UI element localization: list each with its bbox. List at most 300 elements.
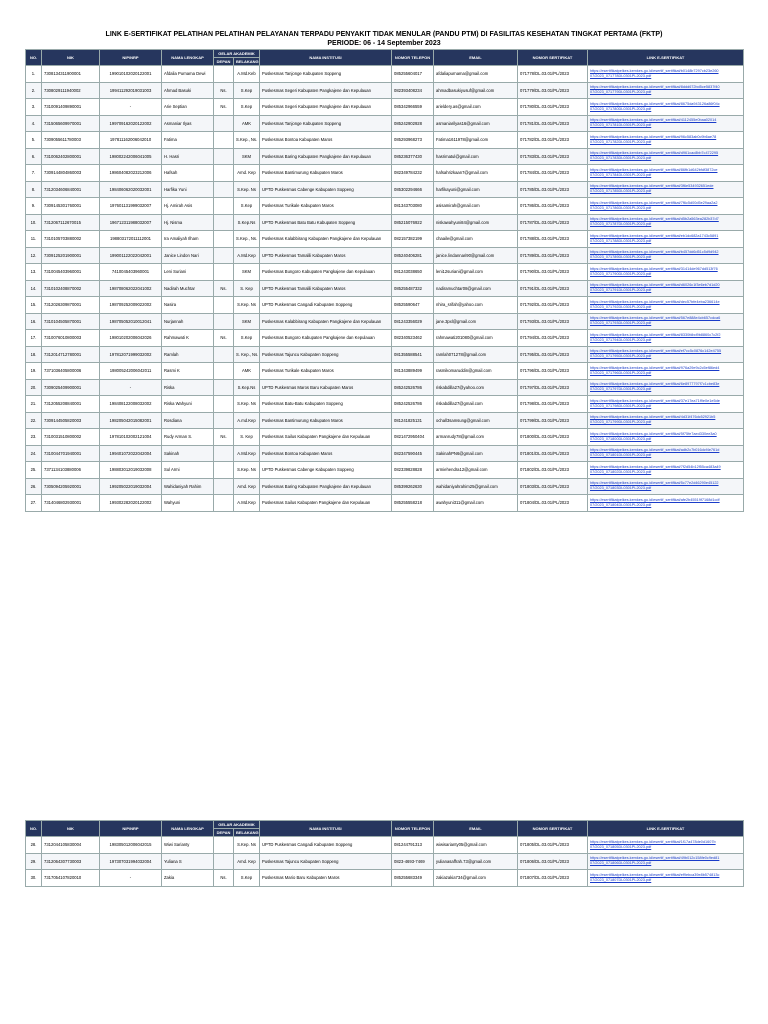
nip-cell: 198705052010012041 [100,313,162,330]
institution-cell: Puskesmas Kalabbirang Kabupaten Pangkajene dan Kepulauan [260,313,392,330]
name-cell: Riska [162,379,214,396]
degree-back-cell: A.Md.Kep [234,445,260,462]
phone-cell: 085215076922 [392,214,434,231]
row-number: 25. [26,462,42,479]
certificate-link[interactable]: https://esertifikatpelkes.kemkes.go.id/esertif_sertifikat/dec57bfe4eba236614e 07/2023_071792DL0301PL2023.pdf [588,297,744,314]
certificate-number-cell: 071792/DL.03.01/PL/2023 [518,297,588,314]
institution-cell: Puskesmas Sailus Kabupaten Pangkajene dan Kepulauan [260,495,392,512]
degree-back-cell: S.Kep.Ns [234,379,260,396]
degree-front-cell [214,165,234,182]
certificate-number-cell: 071798/DL.03.01/PL/2023 [518,396,588,413]
row-number: 2. [26,82,42,99]
row-number: 14. [26,280,42,297]
institution-cell: Puskesmas Bontoa Kabupaten Maros [260,132,392,149]
phone-cell: 081243356029 [392,313,434,330]
nip-cell: - [100,99,162,116]
certificate-link[interactable]: https://esertifikatpelkes.kemkes.go.id/esertif_sertifikat/7f6c5d00d5e29aa2a2 07/2023_071786DL0301PL2023.pdf [588,198,744,215]
table-row [26,181,744,198]
institution-cell: UPTD Puskesmas Maros Baru Kabupaten Maros [260,379,392,396]
nik-cell: 7315065609970001 [42,115,100,132]
degree-front-cell: Ns. [214,99,234,116]
nip-cell: - [100,379,162,396]
nik-cell: 7308134311900001 [42,66,100,83]
name-cell: Riska Wahyuni [162,396,214,413]
degree-back-cell: S.Kep [234,198,260,215]
nik-cell: 7312067112670015 [42,214,100,231]
phone-cell: 082157382199 [392,231,434,248]
nik-cell: 7312014712780001 [42,346,100,363]
certificate-number-cell: 071787/DL.03.01/PL/2023 [518,214,588,231]
name-cell: Ahmad Basuki [162,82,214,99]
degree-front-cell [214,198,234,215]
nik-cell: 7312055208840001 [42,396,100,413]
nip-cell: 198010202006042026 [100,330,162,347]
nik-cell: 7312044105830004 [42,837,100,854]
nip-cell: - [100,870,162,887]
header-telepon: NOMOR TELEPON [392,50,434,66]
institution-cell: UPTD Puskesmas Cangadi Kabupaten Soppeng [260,297,392,314]
institution-cell: Puskesmas Baring Kabupaten Pangkajene dan Kepulauan [260,148,392,165]
certificate-number-cell: 071799/DL.03.01/PL/2023 [518,412,588,429]
certificate-number-cell: 071803/DL.03.01/PL/2023 [518,478,588,495]
nip-cell: 198002242006041005 [100,148,162,165]
certificate-link[interactable]: https://esertifikatpelkes.kemkes.go.id/esertif_sertifikat/567e888e4cb657cdca6 07/2023_071793DL0301PL2023.pdf [588,313,744,330]
institution-cell: Puskesmas Bungoro Kabupaten Pangkajene dan Kepulauan [260,330,392,347]
certificate-link[interactable]: https://esertifikatpelkes.kemkes.go.id/esertif_sertifikat/b457dd6d51c5d9d942 07/2023_071789DL0301PL2023.pdf [588,247,744,264]
header-nomor-sertifikat: NOMOR SERTIFIKAT [518,821,588,837]
table-row [26,198,744,215]
table-1-body [26,66,744,512]
institution-cell: Puskesmas Mario Baru Kabupaten Maros [260,870,392,887]
table-row [26,363,744,380]
certificate-link[interactable]: https://esertifikatpelkes.kemkes.go.id/esertif_sertifikat/4d31f476dc52921b5 07/2023_071799DL0301PL2023.pdf [588,412,744,429]
degree-back-cell: Amd. Kep [234,478,260,495]
email-cell[interactable]: janice.lindannari90@gmail.com [434,247,518,264]
degree-front-cell [214,115,234,132]
phone-cell: 081355588541 [392,346,434,363]
table-row [26,148,744,165]
name-cell: Yuliana S [162,853,214,870]
degree-front-cell [214,297,234,314]
degree-back-cell: S.Kep [234,330,260,347]
phone-cell: 085342966559 [392,99,434,116]
email-cell[interactable]: leni12suriani@gmail.com [434,264,518,281]
certificate-number-cell: 071789/DL.03.01/PL/2023 [518,247,588,264]
email-cell[interactable]: rasmikomaruddin@gmail.com [434,363,518,380]
certificate-number-cell: 071778/DL.03.01/PL/2023 [518,66,588,83]
certificate-link[interactable]: https://esertifikatpelkes.kemkes.go.id/esertif_sertifikat/1f17a478de0d1607b 07/2023_071805DL0301PL2023.pdf [588,837,744,854]
certificate-number-cell: 071800/DL.03.01/PL/2023 [518,429,588,446]
nip-cell: 198205042015082001 [100,412,162,429]
email-cell[interactable]: afdaliapurnama@gmail.com [434,66,518,83]
nik-cell: 7310102408870002 [42,280,100,297]
degree-back-cell: S.Kep. Ns [234,181,260,198]
degree-front-cell [214,853,234,870]
certificate-number-cell: 071786/DL.03.01/PL/2023 [518,198,588,215]
nip-cell: 197812071999032002 [100,346,162,363]
row-number: 15. [26,297,42,314]
title-line-1: LINK E-SERTIFIKAT PELATIHAN PELATIHAN PELAYANAN TERPADU PENYAKIT TIDAK MENULAR (PANDU PTM) DI FASILITAS KESEHATAN TINGKAT PERTAMA (FKTP) [105,31,663,38]
header-link: LINK E-SERTIFIKAT [588,821,744,837]
degree-back-cell: A.Md.Kep [234,495,260,512]
header-nip: NIP/NRP [100,50,162,66]
degree-front-cell [214,462,234,479]
name-cell: Rosdiana [162,412,214,429]
table-row [26,82,744,99]
email-cell[interactable]: armiehendra12@gmail.com [434,462,518,479]
degree-back-cell: S.Kep. Ns [234,837,260,854]
header-gelar: GELAR AKADEMIK [214,821,260,829]
degree-front-cell [214,214,234,231]
nik-cell: 7310105703880002 [42,231,100,248]
phone-cell: 082347590445 [392,445,434,462]
name-cell: Leni Suriani [162,264,214,281]
name-cell: Asmaniar Ilyas [162,115,214,132]
nik-cell: 7310104505870001 [42,313,100,330]
name-cell: Rasmi K [162,363,214,380]
institution-cell: Puskesmas Bungoro Kabupaten Pangkajene dan Kepulauan [260,264,392,281]
row-number: 28. [26,837,42,854]
phone-cell: 085255487332 [392,280,434,297]
degree-back-cell: S.Kep.Ns [234,214,260,231]
degree-back-cell: SKM [234,264,260,281]
phone-cell: 085255683349 [392,870,434,887]
table-row [26,429,744,446]
header-telepon: NOMOR TELEPON [392,821,434,837]
title-line-2: PERIODE: 06 - 14 September 2023 [327,40,441,47]
email-cell[interactable]: wiwisarianty05@gmail.com [434,837,518,854]
phone-cell: 085236377430 [392,148,434,165]
table-row [26,870,744,887]
name-cell: Wahyuni [162,495,214,512]
email-cell[interactable]: wahidaniyahrahim25@gmail.com [434,478,518,495]
table-row [26,478,744,495]
certificate-number-cell: 071801/DL.03.01/PL/2023 [518,445,588,462]
institution-cell: Puskesmas Tanjonge Kabupaten Soppeng [260,115,392,132]
institution-cell: UPTD Puskesmas Cabenge Kabupaten Soppeng [260,462,392,479]
nik-cell: 7309144505820003 [42,412,100,429]
name-cell: H. Hasri [162,148,214,165]
email-cell[interactable]: arieldery.as@gmail.com [434,99,518,116]
name-cell: Afdalia Purnama Dewi [162,66,214,83]
certificate-number-cell: 071784/DL.03.01/PL/2023 [518,165,588,182]
institution-cell: Puskesmas Segeri Kabupaten Pangkajene dan Kepulauan [260,82,392,99]
degree-back-cell: SKM [234,313,260,330]
table-row [26,313,744,330]
name-cell: Arie Septian [162,99,214,116]
header-email: EMAIL [434,821,518,837]
email-cell[interactable]: hafsahrizkaan7@gmail.com [434,165,518,182]
certificate-number-cell: 071790/DL.03.01/PL/2023 [518,264,588,281]
nip-cell: 199205022019032004 [100,478,162,495]
certificate-link[interactable]: https://esertifikatpelkes.kemkes.go.id/esertif_sertifikat/ef9ebca39e8b574813c 07/2023_071807DL0301PL2023.pdf [588,870,744,887]
nik-cell: 7317054107820010 [42,870,100,887]
certificate-table-2 [25,820,744,887]
certificate-link[interactable]: https://esertifikatpelkes.kemkes.go.id/esertif_sertifikat/96c583ab0c9b6ae78 07/2023_071782DL0301PL2023.pdf [588,132,744,149]
certificate-number-cell: 071788/DL.03.01/PL/2023 [518,231,588,248]
header-nip: NIP/NRP [100,821,162,837]
phone-cell: 085399262630 [392,478,434,495]
certificate-link[interactable]: https://esertifikatpelkes.kemkes.go.id/esertif_sertifikat/6e8977797f7c1cbe83e 07/2023_071797DL0301PL2023.pdf [588,379,744,396]
email-cell[interactable]: riskabdilla27@gmail.com [434,396,518,413]
email-cell[interactable]: SakinahPN6@gmail.com [434,445,518,462]
certificate-link[interactable]: https://esertifikatpelkes.kemkes.go.id/esertif_sertifikat/adb2c7b016dcf4e761d 07/2023_071801DL0301PL2023.pdf [588,445,744,462]
certificate-link[interactable]: https://esertifikatpelkes.kemkes.go.id/esertif_sertifikat/8ddd672bd5ce5837f40 07/2023_071779DL0301PL2023.pdf [588,82,744,99]
phone-cell: 085242902928 [392,115,434,132]
nip-cell: 199010102020122001 [100,66,162,83]
email-cell[interactable]: chaaile@gmail.com [434,231,518,248]
degree-front-cell [214,837,234,854]
email-cell[interactable]: nhira_srifah@yahoo.com [434,297,518,314]
certificate-link[interactable]: https://esertifikatpelkes.kemkes.go.id/esertif_sertifikat/ef7cc5c0876c142e4755 07/2023_071795DL0301PL2023.pdf [588,346,744,363]
nip-cell: 198305012006042015 [100,837,162,854]
certificate-link[interactable]: https://esertifikatpelkes.kemkes.go.id/esertif_sertifikat/5c77e2d46290e45122 07/2023_071803DL0301PL2023.pdf [588,478,744,495]
degree-front-cell [214,346,234,363]
header-belakang: BELAKANG [234,829,260,837]
email-cell[interactable]: zakiazakia734@gmail.com [434,870,518,887]
degree-front-cell [214,148,234,165]
degree-front-cell [214,231,234,248]
row-number: 30. [26,870,42,887]
row-number: 19. [26,363,42,380]
row-number: 7. [26,165,42,182]
email-cell[interactable]: ramlah071278@gmail.com [434,346,518,363]
nip-cell: 197810102002121004 [100,429,162,446]
nik-cell: 7310076010800003 [42,330,100,347]
email-cell[interactable]: ochall3samsung@gmail.com [434,412,518,429]
nip-cell: 199709162020122002 [100,115,162,132]
certificate-number-cell: 071805/DL.03.01/PL/2023 [518,837,588,854]
nip-cell: 198604082023212006 [100,165,162,182]
table-row [26,214,744,231]
email-cell[interactable]: harfikayuni@gmail.com [434,181,518,198]
degree-back-cell: Amd. Kep [234,165,260,182]
name-cell: Rahmawati K [162,330,214,347]
nip-cell: 197307031994032004 [100,853,162,870]
nik-cell: 7312064307730003 [42,853,100,870]
certificate-link[interactable]: https://esertifikatpelkes.kemkes.go.id/esertif_sertifikat/49b012c158fe0c9ed81 07/2023_071806DL0301PL2023.pdf [588,853,744,870]
row-number: 12. [26,247,42,264]
header-nomor-sertifikat: NOMOR SERTIFIKAT [518,50,588,66]
nik-cell: 7309145301760001 [42,198,100,215]
degree-front-cell [214,445,234,462]
certificate-link[interactable]: https://esertifikatpelkes.kemkes.go.id/esertif_sertifikat/b0148b7297cb23e260 07/2023_071778DL0301PL2023.pdf [588,66,744,83]
degree-back-cell: S. Kep [234,280,260,297]
degree-front-cell: Ns. [214,82,234,99]
institution-cell: Puskesmas Sailus Kabupaten Pangkajene dan Kepulauan [260,429,392,446]
certificate-number-cell: 071779/DL.03.01/PL/2023 [518,82,588,99]
phone-cell: 081243038650 [392,264,434,281]
nip-cell: 198408122008032002 [100,396,162,413]
email-cell[interactable]: hasrimatul@gmail.com [434,148,518,165]
institution-cell: Puskesmas Bantimurung Kabupaten Maros [260,412,392,429]
certificate-link[interactable]: https://esertifikatpelkes.kemkes.go.id/esertif_sertifikat/7f2d54b12f55ca483a49 07/2023_071802DL0301PL2023.pdf [588,462,744,479]
email-cell[interactable]: Fatima1611978@gmail.com [434,132,518,149]
nip-cell: 198709252009022002 [100,297,162,314]
name-cell: Sul Armi [162,462,214,479]
phone-cell: 0823-4693-7469 [392,853,434,870]
row-number: 24. [26,445,42,462]
table-row [26,330,744,347]
name-cell: Wiwi Sarianty [162,837,214,854]
name-cell: Hafsah [162,165,214,182]
phone-cell: 081343703080 [392,198,434,215]
certificate-link[interactable]: https://esertifikatpelkes.kemkes.go.id/esertif_sertifikat/976a29e9c2c5ef86ed4 07/2023_071796DL0301PL2023.pdf [588,363,744,380]
degree-back-cell: S.Kep. Ns [234,297,260,314]
nip-cell: 197601131999032007 [100,198,162,215]
nik-cell: 7305094205920001 [42,478,100,495]
degree-front-cell [214,132,234,149]
email-cell[interactable]: asisamirah@gmail.com [434,198,518,215]
certificate-link[interactable]: https://esertifikatpelkes.kemkes.go.id/esertif_sertifikat/4112455e0baa02014 07/2023_071781DL0301PL2023.pdf [588,115,744,132]
table-row [26,445,744,462]
phone-cell: 082340523462 [392,330,434,347]
nik-cell: 7310031510800002 [42,429,100,446]
degree-front-cell [214,379,234,396]
header-email: EMAIL [434,50,518,66]
degree-back-cell: A.Md.Keb [234,66,260,83]
nip-cell: 199411292019031003 [100,82,162,99]
certificate-link[interactable]: https://esertifikatpelkes.kemkes.go.id/esertif_sertifikat/afe2b45519f7168d1cdf 07/2023_071804DL0301PL2023.pdf [588,495,744,512]
nip-cell: 199302282020122002 [100,495,162,512]
row-number: 20. [26,379,42,396]
institution-cell: Puskesmas Baring Kabupaten Pangkajene dan Kepulauan [260,478,392,495]
row-number: 17. [26,330,42,347]
degree-front-cell [214,247,234,264]
degree-front-cell: Ns. [214,870,234,887]
institution-cell: Puskesmas Tajuncu Kabupaten Soppeng [260,853,392,870]
institution-cell: Puskesmas Turikale Kabupaten Maros [260,198,392,215]
institution-cell: Puskesmas Batu-Batu Kabupaten Soppeng [260,396,392,413]
header-nama: NAMA LENGKAP [162,821,214,837]
row-number: 10. [26,214,42,231]
row-number: 5. [26,132,42,149]
institution-cell: UPTD Puskesmas Tamalili Kabupaten Maros [260,280,392,297]
row-number: 13. [26,264,42,281]
certificate-link[interactable]: https://esertifikatpelkes.kemkes.go.id/esertif_sertifikat/3f6e534932651ede 07/2023_071785DL0301PL2023.pdf [588,181,744,198]
nip-cell: 199401072022042004 [100,445,162,462]
degree-front-cell [214,363,234,380]
email-cell[interactable]: awahyuni311@gmail.com [434,495,518,512]
table-row [26,99,744,116]
degree-back-cell: Amd. Kep [234,853,260,870]
nik-cell: 7371134103880006 [42,462,100,479]
email-cell[interactable]: nadiramuchtar08@gmail.com [434,280,518,297]
row-number: 1. [26,66,42,83]
phone-cell: 085242526786 [392,379,434,396]
header-no: NO. [26,821,42,837]
certificate-number-cell: 071804/DL.03.01/PL/2023 [518,495,588,512]
degree-back-cell: S.Kep [234,82,260,99]
email-cell[interactable]: armanrudy78@gmail.com [434,429,518,446]
certificate-link[interactable]: https://esertifikatpelkes.kemkes.go.id/esertif_sertifikat/8330fdbd9b8860c7c2f2 07/2023_071794DL0301PL2023.pdf [588,330,744,347]
certificate-link[interactable]: https://esertifikatpelkes.kemkes.go.id/esertif_sertifikat/eb1dc682a1743c5891 07/2023_071788DL0301PL2023.pdf [588,231,744,248]
degree-front-cell [214,313,234,330]
phone-cell: 082349784232 [392,165,434,182]
table-row [26,115,744,132]
degree-front-cell [214,495,234,512]
table-row [26,837,744,854]
table-row [26,853,744,870]
nik-cell: 7312026309870001 [42,297,100,314]
degree-back-cell: S.Kep [234,99,260,116]
nik-cell: 7310062402800001 [42,148,100,165]
degree-back-cell: AMK [234,115,260,132]
name-cell: Harfika Yuni [162,181,214,198]
email-cell[interactable]: yulianasaffrah.73@gmail.com [434,853,518,870]
institution-cell: UPTD Puskesmas Batu Batu Kabupaten Soppeng [260,214,392,231]
nip-cell: 198803172011112001 [100,231,162,248]
degree-front-cell [214,478,234,495]
row-number: 8. [26,181,42,198]
certificate-link[interactable]: https://esertifikatpelkes.kemkes.go.id/esertif_sertifikat/d961cac8bb7c472295 07/2023_071783DL0301PL2023.pdf [588,148,744,165]
certificate-link[interactable]: https://esertifikatpelkes.kemkes.go.id/esertif_sertifikat/86fb1d642bfdf3872ce 07/2023_071784DL0301PL2023.pdf [588,165,744,182]
table-row [26,264,744,281]
phone-cell: 08525590647 [392,297,434,314]
row-number: 3. [26,99,42,116]
certificate-number-cell: 071782/DL.03.01/PL/2023 [518,132,588,149]
nik-cell: 7314046802930001 [42,495,100,512]
header-institusi: NAMA INSTITUSI [260,821,392,837]
row-number: 9. [26,198,42,215]
email-cell[interactable]: asmaniarilyas16@gmail.com [434,115,518,132]
certificate-link[interactable]: https://esertifikatpelkes.kemkes.go.id/esertif_sertifikat/5f75fe7aed330ee3a0 07/2023_071800DL0301PL2023.pdf [588,429,744,446]
name-cell: Sakinah [162,445,214,462]
institution-cell: Puskesmas Tajuncu Kabupaten Soppeng [260,346,392,363]
nip-cell: 199001122022042001 [100,247,162,264]
nik-cell: 7310091409890001 [42,99,100,116]
certificate-link[interactable]: https://esertifikatpelkes.kemkes.go.id/esertif_sertifikat/31414de967dd513f76 07/2023_071790DL0301PL2023.pdf [588,264,744,281]
table-row [26,346,744,363]
email-cell[interactable]: riskabdilla27@yahoo.com [434,379,518,396]
email-cell[interactable]: niskawahyuni84@gmail.com [434,214,518,231]
institution-cell: Puskesmas Segeri Kabupaten Pangkajene dan Kepulauan [260,99,392,116]
nik-cell: 7309025409900001 [42,379,100,396]
certificate-link[interactable]: https://esertifikatpelkes.kemkes.go.id/esertif_sertifikat/d5b2a563ea282b37d7 07/2023_071787DL0301PL2023.pdf [588,214,744,231]
institution-cell: Puskesmas Bontoa Kabupaten Maros [260,445,392,462]
certificate-link[interactable]: https://esertifikatpelkes.kemkes.go.id/esertif_sertifikat/d6026c1f3e6eb7d1d20 07/2023_071791DL0301PL2023.pdf [588,280,744,297]
nip-cell: 198406062020032001 [100,181,162,198]
row-number: 23. [26,429,42,446]
email-cell[interactable]: rahmawati201080@gmail.com [434,330,518,347]
email-cell[interactable]: jane.3pxl@gmail.com [434,313,518,330]
certificate-number-cell: 071794/DL.03.01/PL/2023 [518,330,588,347]
name-cell: Nasira [162,297,214,314]
certificate-link[interactable]: https://esertifikatpelkes.kemkes.go.id/esertif_sertifikat/8675da943126a86f04c 07/2023_071780DL0301PL2023.pdf [588,99,744,116]
degree-front-cell: Ns. [214,330,234,347]
row-number: 21. [26,396,42,413]
degree-back-cell: S. Kep., Ns. [234,346,260,363]
nik-cell: 7371036405800006 [42,363,100,380]
header-link: LINK E-SERTIFIKAT [588,50,744,66]
nip-cell: 7410045403960001 [100,264,162,281]
certificate-number-cell: 071797/DL.03.01/PL/2023 [518,379,588,396]
name-cell: Fatima [162,132,214,149]
email-cell[interactable]: ahmadbasukiyusuf@gmail.com [434,82,518,99]
degree-front-cell [214,412,234,429]
name-cell: Janice Lindon Nari [162,247,214,264]
table-row [26,412,744,429]
institution-cell: Puskesmas Kalabbirang Kabupaten Pangkajene dan Kepulauan [260,231,392,248]
degree-back-cell: A.Md.Kep [234,247,260,264]
degree-front-cell [214,396,234,413]
nip-cell: 198005242006042011 [100,363,162,380]
row-number: 18. [26,346,42,363]
degree-back-cell: AMK [234,363,260,380]
certificate-link[interactable]: https://esertifikatpelkes.kemkes.go.id/esertif_sertifikat/37e17ea71f9e0e1e5de 07/2023_071798DL0301PL2023.pdf [588,396,744,413]
table-row [26,247,744,264]
nik-cell: 7310045403960001 [42,264,100,281]
